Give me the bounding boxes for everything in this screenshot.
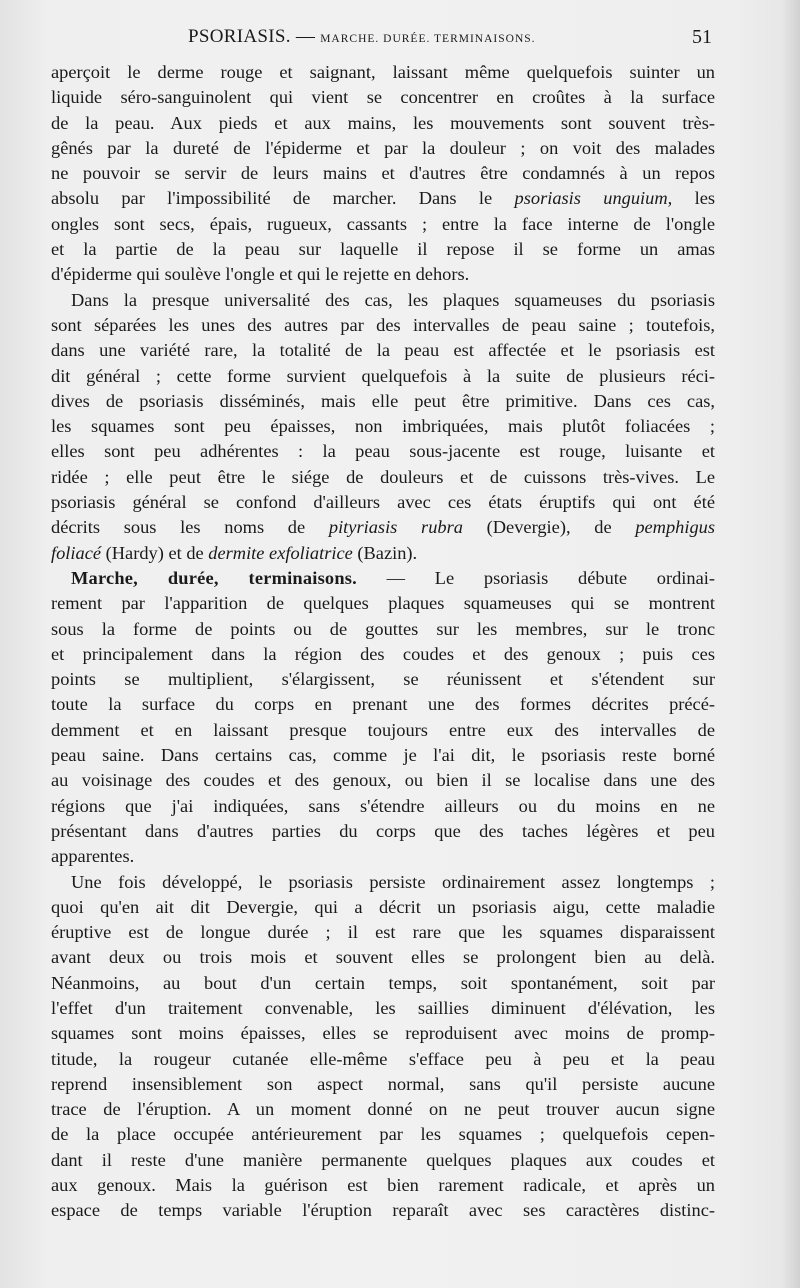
text-line (51, 971, 715, 996)
text-line (51, 85, 715, 110)
text-line (51, 515, 715, 540)
text-run: rement par l'apparition de quelques plaques squameuses qui se montrent (51, 593, 715, 614)
text-line (51, 1047, 715, 1072)
text-run: dives de psoriasis disséminés, mais elle peut être primitive. Dans ces cas, (51, 390, 715, 411)
text-run: absolu par l'impossibilité de marcher. Dans le (51, 188, 515, 209)
text-line (51, 1097, 715, 1122)
text-line (51, 591, 715, 616)
text-run: décrits sous les noms de (51, 517, 329, 538)
text-run: (Bazin). (352, 542, 418, 563)
text-line (51, 541, 715, 566)
text-line (51, 288, 715, 313)
text-run: aux genoux. Mais la guérison est bien rarement radicale, et après un (51, 1175, 715, 1196)
text-run: Une fois développé, le psoriasis persiste ordinairement assez longtemps ; (71, 871, 715, 892)
text-line (51, 186, 715, 211)
text-line (51, 1072, 715, 1097)
text-line (51, 870, 715, 895)
text-run: sous la forme de points ou de gouttes sur les membres, sur le tronc (51, 618, 715, 639)
text-line (51, 743, 715, 768)
text-run: gênés par la dureté de l'épiderme et par la douleur ; on voit des malades (51, 137, 715, 158)
text-line (51, 389, 715, 414)
text-run: présentant dans d'autres parties du corps que des taches légères et peu (51, 820, 715, 841)
text-run: de la peau. Aux pieds et aux mains, les mouvements sont souvent très- (51, 112, 715, 133)
text-line (51, 1148, 715, 1173)
text-line (51, 768, 715, 793)
text-run: avant deux ou trois mois et souvent elles se prolongent bien au delà. (51, 947, 715, 968)
text-line (51, 212, 715, 237)
text-run: dans une variété rare, la totalité de la peau est affectée et le psoriasis est (51, 340, 715, 361)
text-line (51, 1122, 715, 1147)
text-run: quoi qu'en ait dit Devergie, qui a décrit un psoriasis aigu, cette maladie (51, 896, 715, 917)
text-line (51, 945, 715, 970)
body-text (51, 60, 715, 1224)
text-line (51, 844, 715, 869)
running-title-dash: — (290, 26, 321, 47)
page-edge-shadow (782, 0, 800, 1288)
text-line (51, 718, 715, 743)
running-title-main: PSORIASIS. (188, 26, 291, 47)
text-run: dant il reste d'une manière permanente quelques plaques aux coudes et (51, 1149, 715, 1170)
text-line (51, 161, 715, 186)
text-run: Néanmoins, au bout d'un certain temps, soit spontanément, soit par (51, 972, 715, 993)
text-run: aperçoit le derme rouge et saignant, laissant même quelquefois suinter un (51, 62, 715, 82)
text-run: points se multiplient, s'élargissent, se réunissent et s'étendent sur (51, 669, 715, 690)
running-title-subtitle: MARCHE. DURÉE. TERMINAISONS. (320, 33, 536, 45)
text-line (51, 262, 715, 287)
text-line (51, 920, 715, 945)
text-run: l'effet d'un traitement convenable, les saillies diminuent d'élévation, les (51, 997, 715, 1018)
text-line (51, 414, 715, 439)
text-line (51, 819, 715, 844)
text-run: et la partie de la peau sur laquelle il repose il se forme un amas (51, 239, 715, 260)
text-line (51, 895, 715, 920)
text-run: et principalement dans la région des coudes et des genoux ; puis ces (51, 643, 715, 664)
text-line (51, 60, 715, 85)
italic-term: pemphigus (635, 517, 715, 538)
text-run: sont séparées les unes des autres par des intervalles de peau saine ; toutefois, (51, 314, 715, 335)
text-run: ne pouvoir se servir de leurs mains et d'autres être condamnés à un repos (51, 163, 715, 184)
running-header (52, 26, 712, 50)
text-line (51, 338, 715, 363)
text-run: Dans la presque universalité des cas, les plaques squameuses du psoriasis (71, 289, 715, 310)
text-run: squames sont moins épaisses, elles se reproduisent avec moins de promp- (51, 1023, 715, 1044)
text-run: apparentes. (51, 846, 135, 867)
text-line (51, 313, 715, 338)
text-line (51, 1198, 715, 1223)
text-run: reprend insensiblement son aspect normal, sans qu'il persiste aucune (51, 1073, 715, 1094)
text-run: (Devergie), de (462, 517, 636, 538)
text-run: (Hardy) et de (101, 542, 209, 563)
text-line (51, 794, 715, 819)
text-run: espace de temps variable l'éruption reparaît avec ses caractères distinc- (51, 1200, 715, 1221)
text-run: trace de l'éruption. A un moment donné on ne peut trouver aucun signe (51, 1099, 715, 1120)
text-run: liquide séro-sanguinolent qui vient se concentrer en croûtes à la surface (51, 87, 715, 108)
text-run: au voisinage des coudes et des genoux, ou bien il se localise dans une des (51, 770, 715, 791)
text-run: demment et en laissant presque toujours entre eux des intervalles de (51, 719, 715, 740)
text-line (51, 439, 715, 464)
text-run: titude, la rougeur cutanée elle-même s'efface peu à peu et la peau (51, 1048, 715, 1069)
section-heading: Marche, durée, terminaisons. (71, 567, 357, 588)
italic-term: foliacé (51, 542, 102, 563)
text-line (51, 490, 715, 515)
text-line (51, 111, 715, 136)
text-line (51, 566, 715, 591)
page-number: 51 (692, 26, 712, 48)
text-run: toute la surface du corps en prenant une des formes décrites précé- (51, 694, 715, 715)
italic-term: pityriasis rubra (328, 517, 463, 538)
text-line (51, 136, 715, 161)
text-line (51, 1021, 715, 1046)
running-title (188, 26, 536, 48)
text-line (51, 364, 715, 389)
text-line (51, 617, 715, 642)
text-run: les squames sont peu épaisses, non imbriquées, mais plutôt foliacées ; (51, 416, 715, 437)
text-run: dit général ; cette forme survient quelquefois à la suite de plusieurs réci- (51, 365, 715, 386)
text-run: peau saine. Dans certains cas, comme je l'ai dit, le psoriasis reste borné (51, 745, 715, 766)
text-run: elles sont peu adhérentes : la peau sous-jacente est rouge, luisante et (51, 441, 715, 462)
text-run: les (672, 188, 715, 209)
text-line (51, 692, 715, 717)
italic-term: psoriasis unguium, (514, 188, 673, 209)
italic-term: dermite exfoliatrice (208, 542, 353, 563)
text-run: régions que j'ai indiquées, sans s'étendre ailleurs ou du moins en ne (51, 795, 715, 816)
text-line (51, 237, 715, 262)
text-run: éruptive est de longue durée ; il est rare que les squames disparaissent (51, 922, 715, 943)
text-line (51, 465, 715, 490)
text-run: ongles sont secs, épais, rugueux, cassants ; entre la face interne de l'ongle (51, 213, 715, 234)
text-run: — Le psoriasis débute ordinai- (356, 567, 715, 588)
text-run: ridée ; elle peut être le siége de douleurs et de cuissons très-vives. Le (51, 466, 715, 487)
text-run: psoriasis général se confond d'ailleurs avec ces états éruptifs qui ont été (51, 492, 715, 513)
text-line (51, 642, 715, 667)
text-run: d'épiderme qui soulève l'ongle et qui le rejette en dehors. (51, 264, 470, 285)
text-line (51, 1173, 715, 1198)
text-line (51, 667, 715, 692)
text-run: de la place occupée antérieurement par les squames ; quelquefois cepen- (51, 1124, 715, 1145)
text-line (51, 996, 715, 1021)
